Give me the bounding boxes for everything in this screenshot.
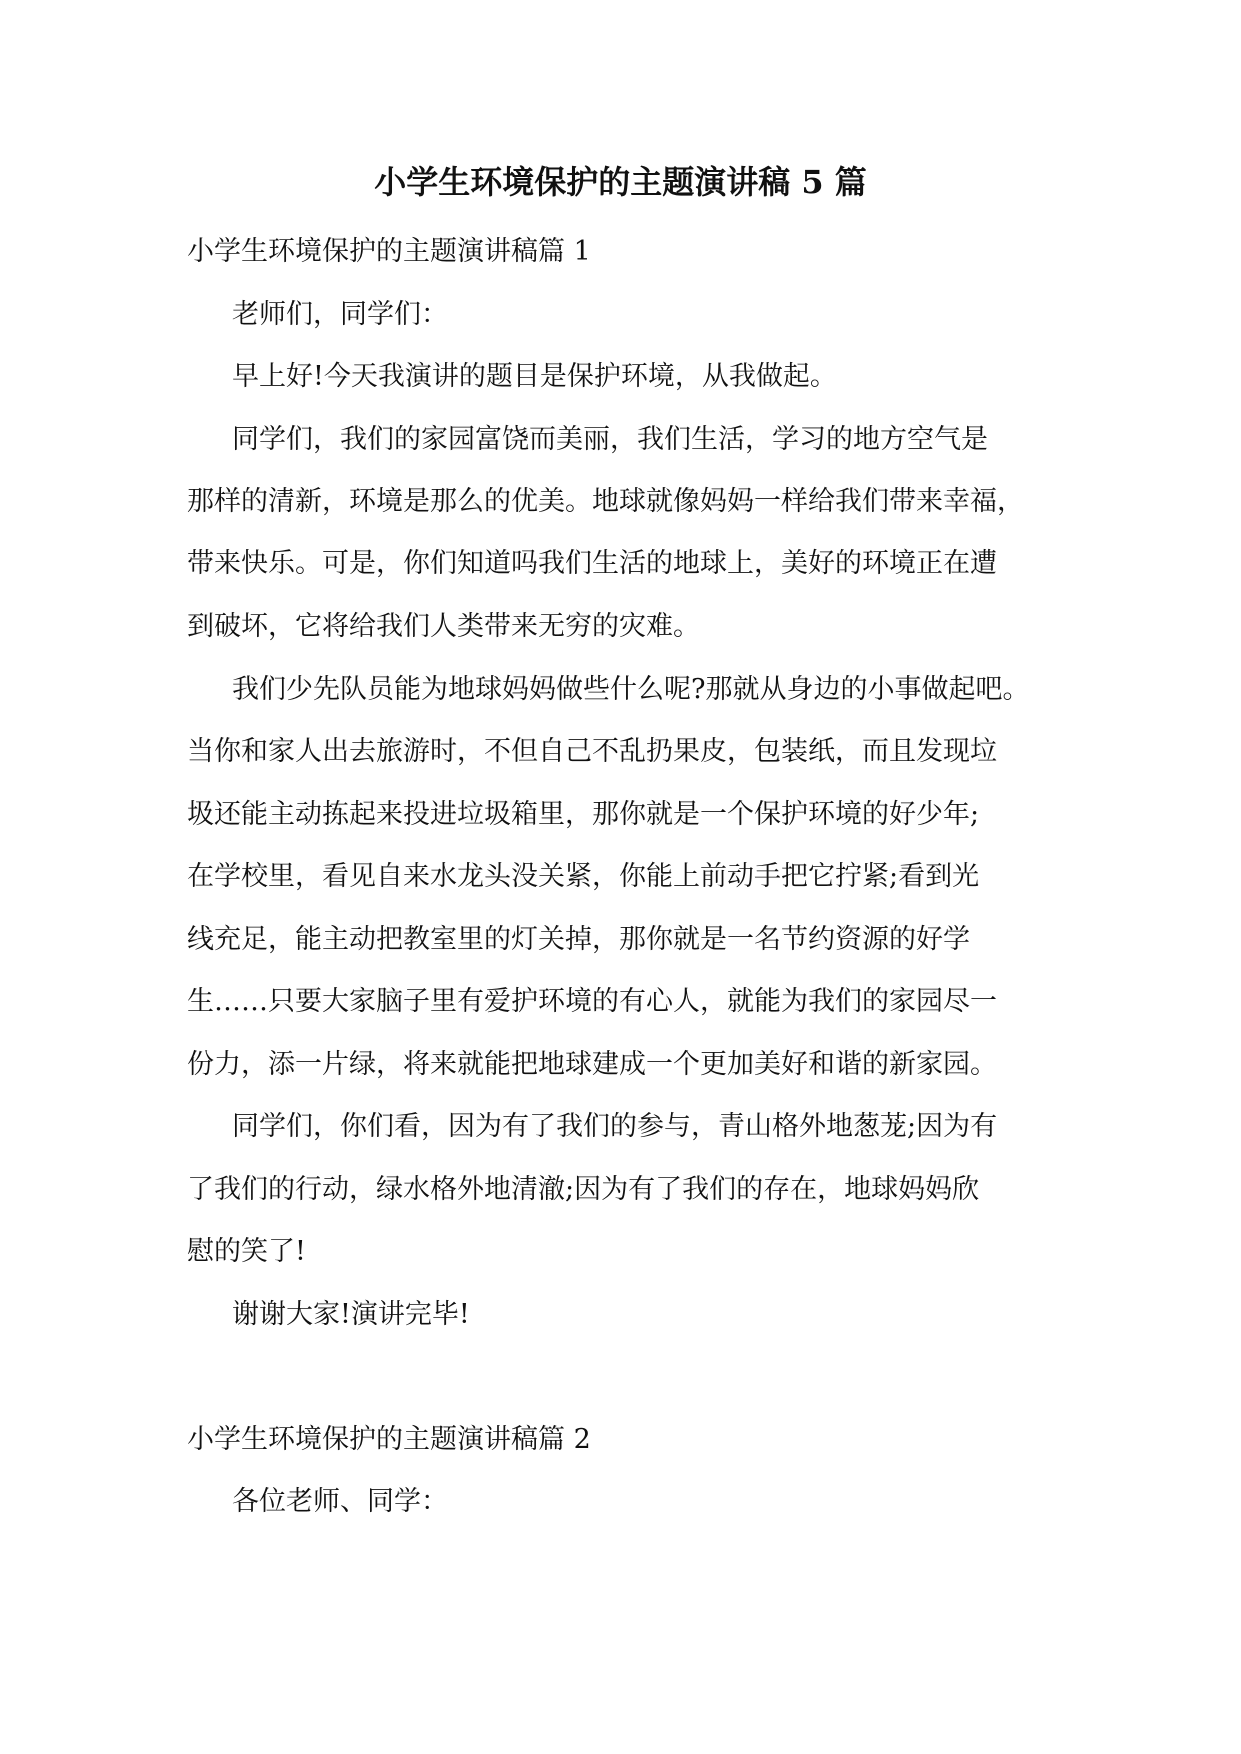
paragraph-line: 谢谢大家!演讲完毕! — [232, 1299, 470, 1330]
section-heading: 小学生环境保护的主题演讲稿篇 2 — [187, 1424, 591, 1455]
paragraph-line: 了我们的行动，绿水格外地清澈;因为有了我们的存在，地球妈妈欣 — [187, 1174, 980, 1205]
paragraph-line: 各位老师、同学： — [232, 1486, 448, 1517]
paragraph-line: 在学校里，看见自来水龙头没关紧，你能上前动手把它拧紧;看到光 — [187, 861, 980, 892]
paragraph-line: 圾还能主动拣起来投进垃圾箱里，那你就是一个保护环境的好少年; — [187, 799, 980, 830]
paragraph-line: 那样的清新，环境是那么的优美。地球就像妈妈一样给我们带来幸福， — [187, 486, 1024, 517]
paragraph-line: 带来快乐。可是，你们知道吗我们生活的地球上，美好的环境正在遭 — [187, 548, 997, 579]
paragraph-line: 同学们，你们看，因为有了我们的参与，青山格外地葱茏;因为有 — [232, 1111, 998, 1142]
document-title: 小学生环境保护的主题演讲稿 5 篇 — [374, 163, 867, 201]
paragraph-line: 我们少先队员能为地球妈妈做些什么呢?那就从身边的小事做起吧。 — [232, 674, 1030, 705]
paragraph-line: 早上好!今天我演讲的题目是保护环境，从我做起。 — [232, 361, 837, 392]
paragraph-line: 份力，添一片绿，将来就能把地球建成一个更加美好和谐的新家园。 — [187, 1049, 997, 1080]
section-heading: 小学生环境保护的主题演讲稿篇 1 — [187, 236, 591, 267]
paragraph-line: 老师们，同学们： — [232, 299, 448, 330]
paragraph-line: 慰的笑了! — [187, 1236, 306, 1267]
paragraph-line: 到破坏，它将给我们人类带来无穷的灾难。 — [187, 611, 700, 642]
paragraph-line: 同学们，我们的家园富饶而美丽，我们生活，学习的地方空气是 — [232, 424, 988, 455]
paragraph-line: 生……只要大家脑子里有爱护环境的有心人，就能为我们的家园尽一 — [187, 986, 997, 1017]
paragraph-line: 线充足，能主动把教室里的灯关掉，那你就是一名节约资源的好学 — [187, 924, 970, 955]
paragraph-line: 当你和家人出去旅游时，不但自己不乱扔果皮，包装纸，而且发现垃 — [187, 736, 997, 767]
